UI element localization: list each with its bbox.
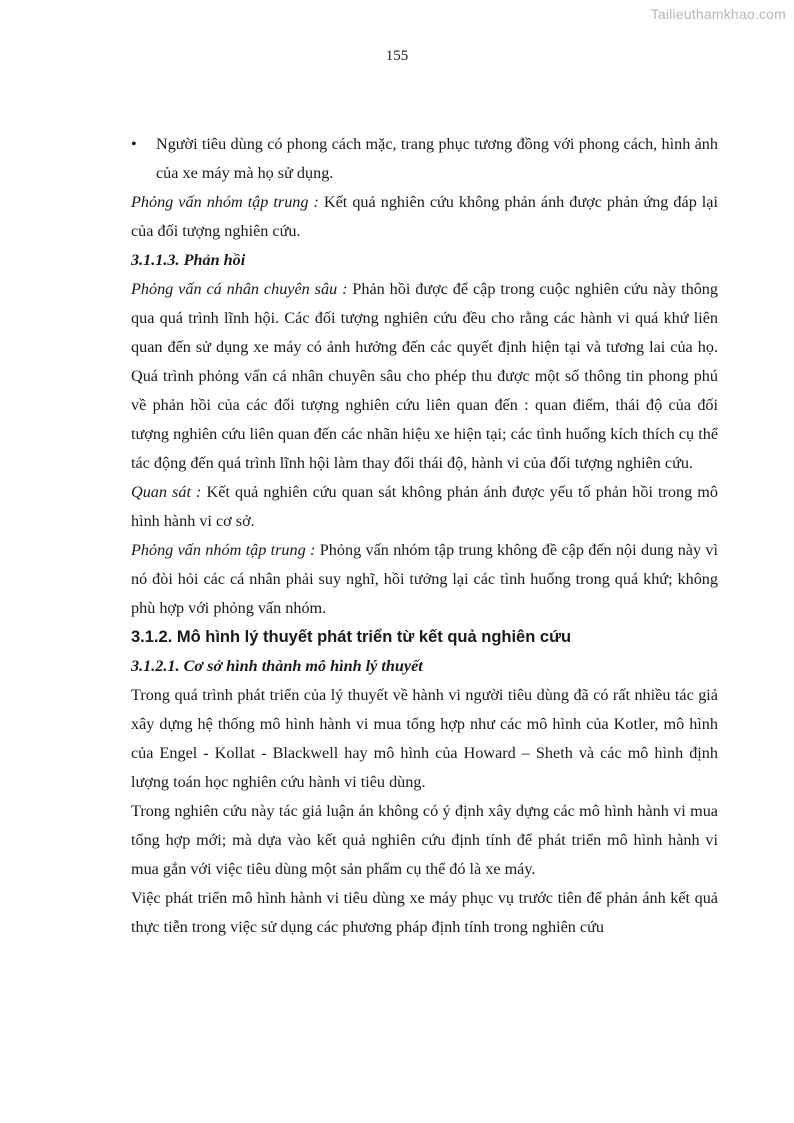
paragraph-text: Kết quả nghiên cứu không phản ánh được phản ứng đáp lại của đối tượng nghiên cứu. <box>131 193 718 240</box>
page-number: 155 <box>385 48 409 64</box>
paragraph-text: Phỏng vấn nhóm tập trung không đề cập đến nội dung này vì nó đòi hỏi các cá nhân phải suy nghĩ, hồi tưởng lại các tình huống trong quá khứ; không phù hợp với phỏng vấn nhóm. <box>131 541 718 617</box>
paragraph-theory-basis: Trong quá trình phát triển của lý thuyết về hành vi người tiêu dùng đã có rất nhiều tác giả xây dựng hệ thống mô hình hành vi mua tổng hợp như các mô hình của Kotler, mô hình của Engel - Kollat - Blackwell hay mô hình của Howard – Sheth và các mô hình định lượng toán học nghiên cứu hành vi tiêu dùng. <box>131 686 718 791</box>
heading-3121: 3.1.2.1. Cơ sở hình thành mô hình lý thuyết <box>131 657 423 675</box>
bullet-item <box>131 130 718 188</box>
method-label: Phỏng vấn nhóm tập trung : <box>131 193 319 211</box>
paragraph-text: Phản hồi được để cập trong cuộc nghiên cứu này thông qua quá trình lĩnh hội. Các đối tượng nghiên cứu đều cho rằng các hành vi quá khứ liên quan đến sử dụng xe máy có ảnh hưởng đến các quyết định hiện tại và tương lai của họ. Quá trình phỏng vấn cá nhân chuyên sâu cho phép thu được một số thông tin phong phú về phản hồi của các đối tượng nghiên cứu liên quan đến : quan điểm, thái độ của đối tượng nghiên cứu liên quan đến các nhãn hiệu xe hiện tại; các tình huống kích thích cụ thể tác động đến quá trình lĩnh hội làm thay đổi thái độ, hành vi của đối tượng nghiên cứu. <box>131 280 718 472</box>
bullet-text: Người tiêu dùng có phong cách mặc, trang phục tương đồng với phong cách, hình ảnh của xe máy mà họ sử dụng. <box>156 135 718 182</box>
paragraph-text: Kết quả nghiên cứu quan sát không phản ánh được yếu tố phản hồi trong mô hình hành vi cơ sở. <box>131 483 718 530</box>
heading-3113: 3.1.1.3. Phản hồi <box>131 251 246 269</box>
paragraph-research-scope: Trong nghiên cứu này tác giả luận án không có ý định xây dựng các mô hình hành vi mua tổng hợp mới; mà dựa vào kết quả nghiên cứu định tính để phát triển mô hình hành vi mua gắn với việc tiêu dùng một sản phẩm cụ thể đó là xe máy. <box>131 802 718 878</box>
method-label: Phỏng vấn cá nhân chuyên sâu : <box>131 280 348 298</box>
paragraph-model-development: Việc phát triển mô hình hành vi tiêu dùng xe máy phục vụ trước tiên để phản ánh kết quả thực tiễn trong việc sử dụng các phương pháp định tính trong nghiên cứu <box>131 889 718 936</box>
paragraph-focus-group-feedback <box>131 536 718 623</box>
document-body <box>131 130 718 942</box>
bullet-icon: • <box>131 135 137 153</box>
watermark: Tailieuthamkhao.com <box>650 6 786 22</box>
method-label: Quan sát : <box>131 483 202 501</box>
paragraph-focus-group-response <box>131 188 718 246</box>
method-label: Phỏng vấn nhóm tập trung : <box>131 541 316 559</box>
paragraph-indepth-interview <box>131 275 718 478</box>
paragraph-observation <box>131 478 718 536</box>
heading-312: 3.1.2. Mô hình lý thuyết phát triển từ kết quả nghiên cứu <box>131 628 572 646</box>
